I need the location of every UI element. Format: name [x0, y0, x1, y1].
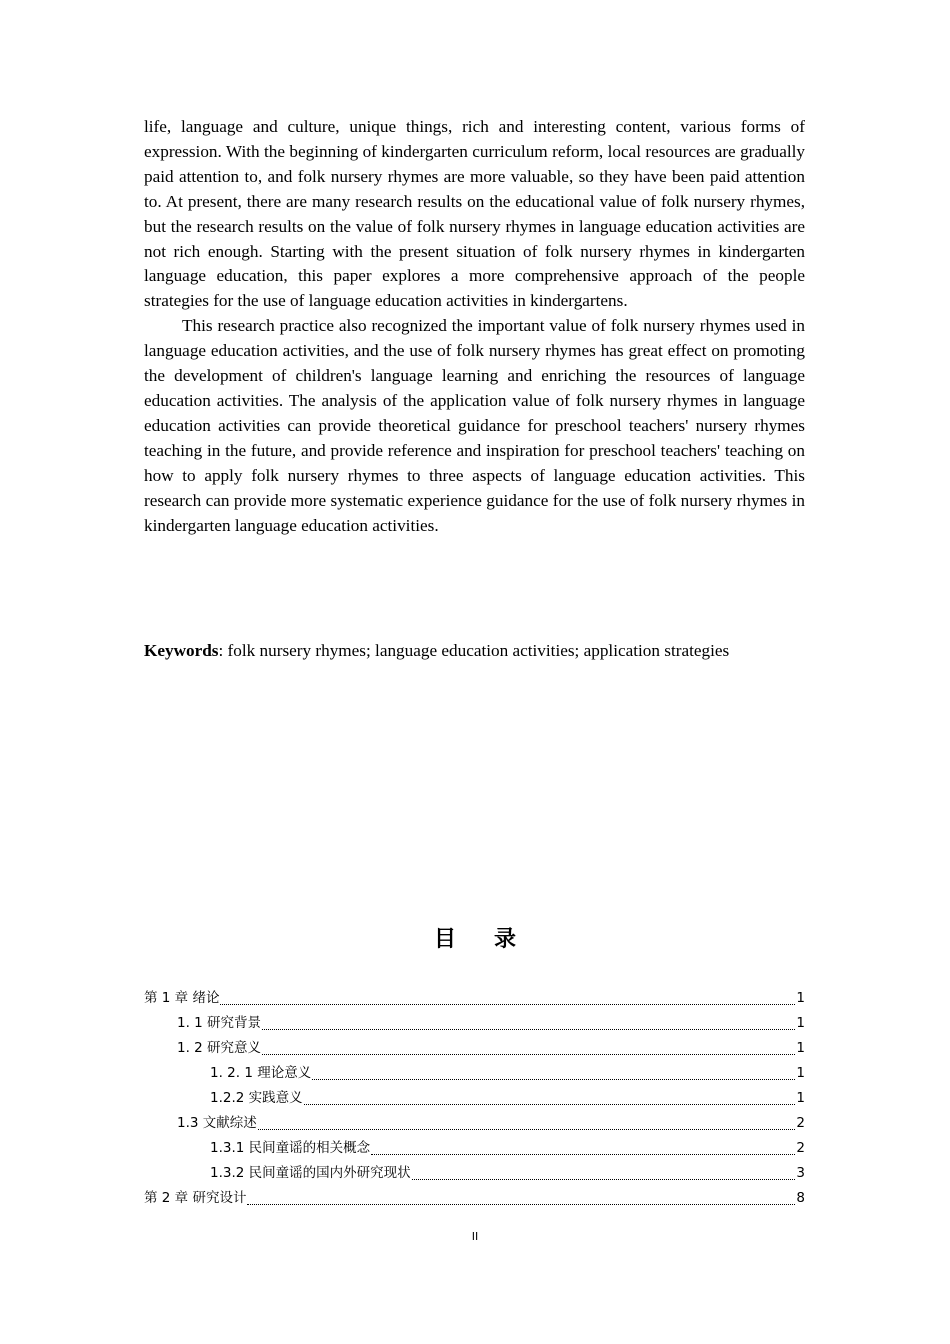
toc-entry-label: 1. 1 研究背景 [177, 1015, 262, 1031]
toc-entry-label: 第 2 章 研究设计 [144, 1190, 247, 1206]
toc-entry-page: 1 [796, 1040, 805, 1056]
abstract-paragraph-2: This research practice also recognized the important value of folk nursery rhymes used in language education activities, and the use of folk nursery rhymes has great effect on promoting the development of children's language learning and enriching the resources of language education activities. The analysis of the application value of folk nursery rhymes in language education activities can provide theoretical guidance for preschool teachers' nursery rhymes teaching in the future, and provide reference and inspiration for preschool teachers' teaching on how to apply folk nursery rhymes to three aspects of language education activities. This research can provide more systematic experience guidance for the use of folk nursery rhymes in kindergarten language education activities. [144, 316, 805, 535]
keywords-label: Keywords [144, 641, 219, 660]
keywords-line [144, 638, 844, 663]
toc-dot-leader [304, 1093, 796, 1105]
toc-dot-leader [262, 1043, 795, 1055]
toc-entry[interactable] [177, 1111, 805, 1131]
toc-entry[interactable] [210, 1161, 805, 1181]
toc-dot-leader [312, 1068, 795, 1080]
toc-entry-label: 1.2.2 实践意义 [210, 1090, 303, 1106]
toc-entry-page: 1 [796, 1065, 805, 1081]
toc-entry-page: 2 [796, 1115, 805, 1131]
toc-entry-page: 8 [796, 1190, 805, 1206]
abstract-paragraph-1: life, language and culture, unique things, rich and interesting content, various forms of expression. With the beginning of kindergarten curriculum reform, local resources are gradually paid attention to, and folk nursery rhymes are more valuable, so they have been paid attention to. At present, there are many research results on the educational value of folk nursery rhymes, but the research results on the value of folk nursery rhymes in language education activities are not rich enough. Starting with the present situation of folk nursery rhymes in kindergarten language education, this paper explores a more comprehensive approach of the people strategies for the use of language education activities in kindergartens. [144, 117, 805, 311]
toc-title: 目录 [433, 927, 554, 952]
toc-entry-label: 1. 2. 1 理论意义 [210, 1065, 312, 1081]
toc-entry-label: 1.3 文献综述 [177, 1115, 257, 1131]
toc-entry-page: 3 [796, 1165, 805, 1181]
toc-dot-leader [258, 1118, 796, 1130]
toc-entry[interactable] [177, 1036, 805, 1056]
toc-entry[interactable] [177, 1011, 805, 1031]
abstract-body [144, 115, 805, 538]
toc-entry-label: 1.3.1 民间童谣的相关概念 [210, 1140, 371, 1156]
keywords-text: : folk nursery rhymes; language education activities; application strategies [218, 641, 730, 660]
toc-entry[interactable] [210, 1136, 805, 1156]
toc-entry-page: 1 [796, 1015, 805, 1031]
toc-dot-leader [247, 1193, 795, 1205]
toc-entry-page: 2 [796, 1140, 805, 1156]
toc-entry-page: 1 [796, 990, 805, 1006]
toc-entry[interactable] [144, 1186, 805, 1206]
toc-entry[interactable] [210, 1086, 805, 1106]
toc-dot-leader [371, 1143, 795, 1155]
toc-dot-leader [220, 993, 795, 1005]
page-number: II [471, 1230, 479, 1243]
toc-entry-page: 1 [796, 1090, 805, 1106]
toc-entry-label: 第 1 章 绪论 [144, 990, 220, 1006]
toc-entry[interactable] [144, 986, 805, 1006]
toc-entry[interactable] [210, 1061, 805, 1081]
toc-dot-leader [412, 1168, 796, 1180]
toc-entry-label: 1.3.2 民间童谣的国内外研究现状 [210, 1165, 411, 1181]
toc-entry-label: 1. 2 研究意义 [177, 1040, 262, 1056]
toc-dot-leader [262, 1018, 795, 1030]
